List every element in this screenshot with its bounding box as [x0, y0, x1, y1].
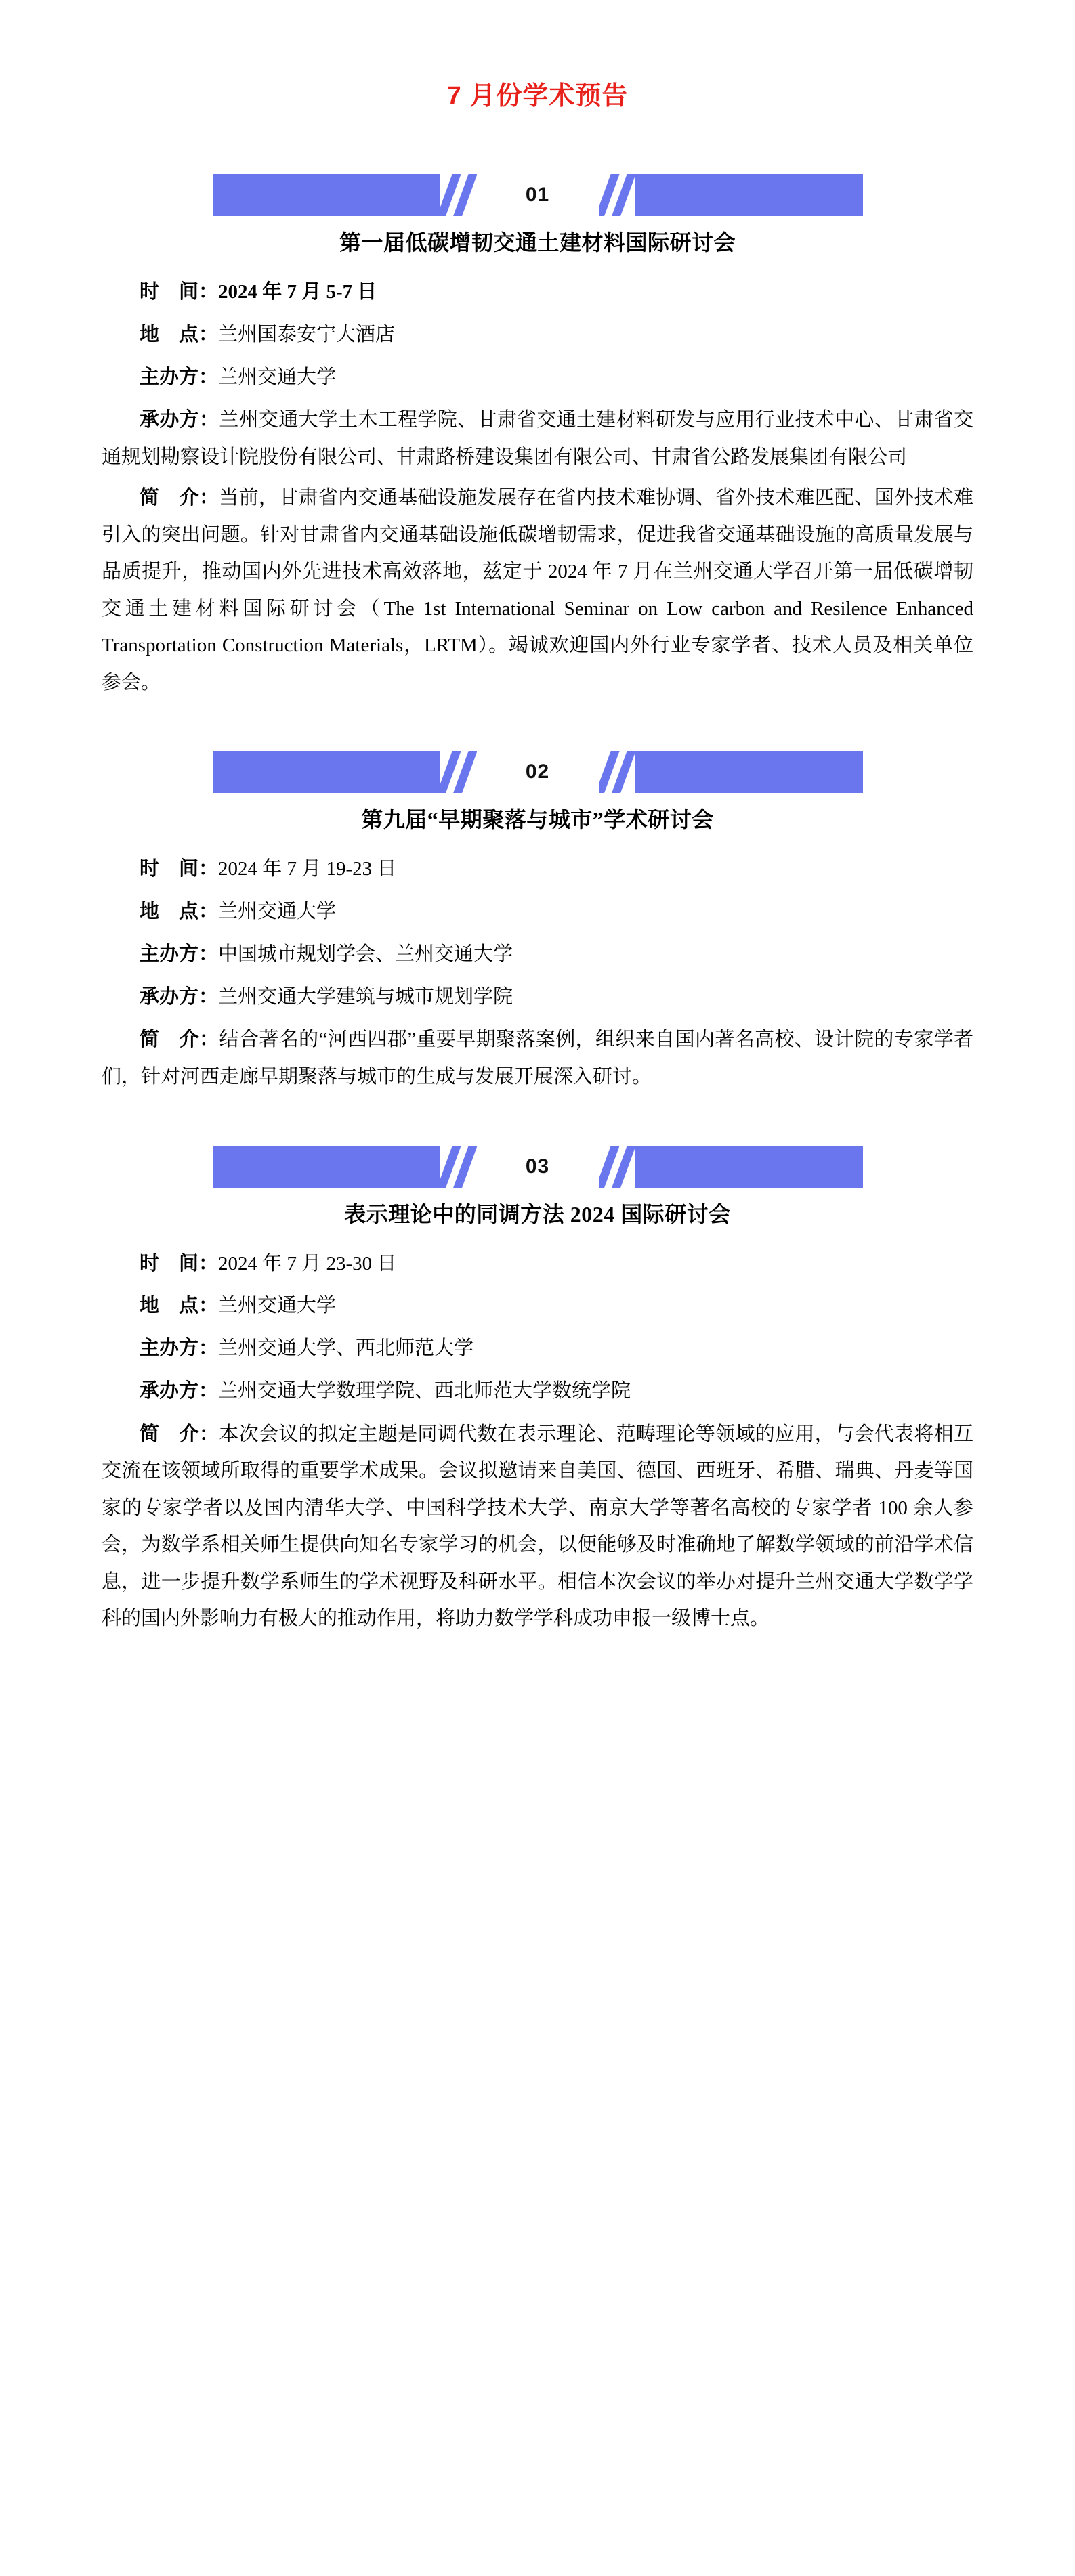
slash-divider-right-icon	[599, 1146, 635, 1188]
paragraph-intro	[102, 1416, 973, 1637]
field-location	[102, 317, 973, 353]
field-value: 兰州交通大学、西北师范大学	[218, 1337, 474, 1360]
field-organizer	[102, 937, 973, 972]
field-label: 主办方：	[140, 1337, 219, 1360]
field-label: 时 间：	[140, 858, 219, 880]
field-organizer	[102, 1331, 973, 1367]
section-title: 第九届“早期聚落与城市”学术研讨会	[361, 807, 714, 832]
field-value: 兰州交通大学	[218, 901, 337, 923]
band-segment-right	[635, 751, 863, 793]
field-time	[102, 1246, 973, 1282]
section-band	[213, 751, 863, 793]
section-band	[213, 1146, 863, 1188]
slash-divider-left-icon	[440, 751, 477, 793]
paragraph-label: 简 介：	[140, 1423, 219, 1445]
field-label: 地 点：	[140, 1295, 219, 1317]
field-value: 兰州交通大学	[218, 1295, 337, 1317]
field-location	[102, 1288, 973, 1324]
slash-divider-right-icon	[599, 751, 635, 793]
slash-divider-right-icon	[599, 174, 635, 216]
paragraph-intro	[102, 479, 973, 701]
field-value: 兰州国泰安宁大酒店	[218, 323, 396, 345]
band-segment-right	[635, 1146, 863, 1188]
paragraph-text: 本次会议的拟定主题是同调代数在表示理论、范畴理论等领域的应用，与会代表将相互交流在该领域所取得的重要学术成果。会议拟邀请来自美国、德国、西班牙、希腊、瑞典、丹麦等国家的专家学者以及国内清华大学、中国科学技术大学、南京大学等著名高校的专家学者 100 余人参会，为数学系相关师生提供向知名专家学习的机会，以便能够及时准确地了解数学领域的前沿学术信息，进一步提升数学系师生的学术视野及科研水平。相信本次会议的举办对提升兰州交通大学数学学科的国内外影响力有极大的推动作用，将助力数学学科成功申报一级博士点。	[102, 1423, 973, 1630]
field-label: 时 间：	[140, 281, 219, 303]
paragraph-text: 兰州交通大学土木工程学院、甘肃省交通土建材料研发与应用行业技术中心、甘肃省交通规划勘察设计院股份有限公司、甘肃路桥建设集团有限公司、甘肃省公路发展集团有限公司	[102, 409, 973, 468]
paragraph-label: 简 介：	[140, 1029, 219, 1051]
section-title: 第一届低碳增韧交通土建材料国际研讨会	[339, 230, 736, 255]
field-co-organizer	[102, 979, 973, 1015]
section-band	[213, 174, 863, 216]
field-location	[102, 894, 973, 930]
field-label: 地 点：	[140, 323, 219, 345]
band-segment-right	[635, 174, 863, 216]
band-segment-left	[213, 1146, 440, 1188]
field-value: 2024 年 7 月 23-30 日	[218, 1252, 397, 1274]
paragraph-text: 结合著名的“河西四郡”重要早期聚落案例，组织来自国内著名高校、设计院的专家学者们，针对河西走廊早期聚落与城市的生成与发展开展深入研讨。	[102, 1029, 973, 1088]
section-number: 03	[477, 1146, 599, 1188]
field-time	[102, 851, 973, 887]
field-label: 承办方：	[140, 1379, 219, 1402]
field-label: 时 间：	[140, 1252, 219, 1274]
paragraph-label: 承办方：	[140, 409, 219, 431]
section-title: 表示理论中的同调方法 2024 国际研讨会	[344, 1201, 731, 1226]
field-value: 兰州交通大学数理学院、西北师范大学数统学院	[218, 1379, 631, 1402]
section-01	[102, 174, 973, 701]
paragraph-intro	[102, 1021, 973, 1095]
paragraph-co-organizer	[102, 402, 973, 475]
field-label: 承办方：	[140, 985, 219, 1008]
field-time	[102, 274, 973, 310]
section-02	[102, 751, 973, 1095]
page-title: 7 月份学术预告	[446, 82, 629, 110]
section-03	[102, 1146, 973, 1637]
field-value: 2024 年 7 月 19-23 日	[218, 858, 397, 880]
paragraph-text: 当前，甘肃省内交通基础设施发展存在省内技术难协调、省外技术难匹配、国外技术难引入的突出问题。针对甘肃省内交通基础设施低碳增韧需求，促进我省交通基础设施的高质量发展与品质提升，推动国内外先进技术高效落地，兹定于 2024 年 7 月在兰州交通大学召开第一届低碳增韧交通土建材料国际研讨会（The 1st International Seminar on Low carbon and Resilence Enhanced Transportation Construction Materials，LRTM）。竭诚欢迎国内外行业专家学者、技术人员及相关单位参会。	[102, 487, 973, 693]
paragraph-label: 简 介：	[140, 487, 219, 509]
field-organizer	[102, 360, 973, 395]
section-number: 02	[477, 751, 599, 793]
field-value: 中国城市规划学会、兰州交通大学	[218, 943, 513, 965]
field-co-organizer	[102, 1373, 973, 1409]
field-value: 兰州交通大学建筑与城市规划学院	[218, 985, 513, 1008]
field-value: 兰州交通大学	[218, 366, 337, 388]
slash-divider-left-icon	[440, 1146, 477, 1188]
band-segment-left	[213, 751, 440, 793]
section-number: 01	[477, 174, 599, 216]
field-label: 主办方：	[140, 366, 219, 388]
field-label: 主办方：	[140, 943, 219, 965]
slash-divider-left-icon	[440, 174, 477, 216]
band-segment-left	[213, 174, 440, 216]
field-value: 2024 年 7 月 5-7 日	[218, 281, 377, 303]
field-label: 地 点：	[140, 901, 219, 923]
